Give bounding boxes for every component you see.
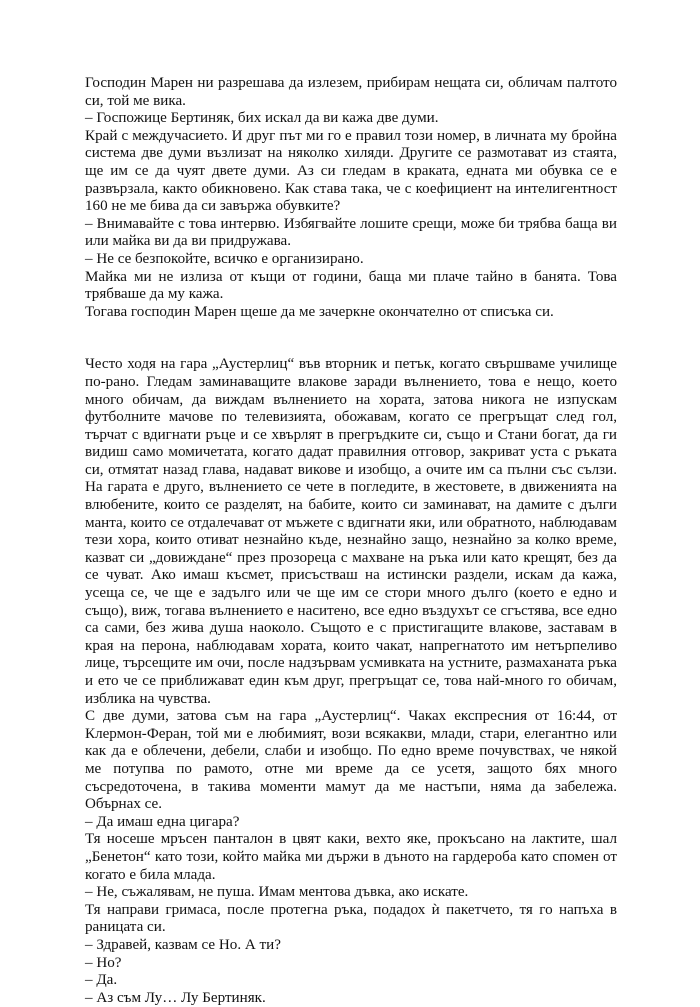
dialogue-line: – Не, съжалявам, не пуша. Имам ментова дъвка, ако искате. [85,884,469,901]
paragraph: Тя направи гримаса, после протегна ръка, подадох ѝ пакетчето, тя го напъха в раницата си. [85,901,617,936]
paragraph: С две думи, затова съм на гара „Аустерлиц“. Чаках експресния от 16:44, от Клермон-Феран, той ми е любимият, вози всякакви, млади, стари, елегантно или как да е облечени, дебели, слаби и изобщо. По едно време почувствах, че някой ме потупва по рамото, отне ми време да се усетя, защото бях много съсредоточена, в такива моменти мамут да ме настъпи, няма да забележа. Обърнах се. [85,708,617,813]
paragraph: Често ходя на гара „Аустерлиц“ във вторник и петък, когато свършваме училище по-рано. Гледам заминаващите влакове заради вълнението, това е нещо, което много обичам, да виждам вълнението на хората, затова никога не изпускам футболните мачове по телевизията, обожавам, когато се прегръщат след гол, търчат с вдигнати ръце и се хвърлят в прегръдките си, също и Стани богат, да ги видиш само момичетата, когато дадат правилния отговор, закриват уста с ръката си, отмятат назад глава, надават викове и изобщо, а очите им са пълни със сълзи. На гарата е друго, вълнението се чете в погледите, в жестовете, в движенията на влюбените, които се разделят, на бабите, които си заминават, на дамите с дълги манта, които се отдалечават от мъжете с вдигнати яки, или обратното, наблюдавам тези хора, които отиват незнайно къде, незнайно защо, незнайно за колко време, казват си „довиждане“ през прозореца с махване на ръка или като крещят, без да се чуват. Ако имаш късмет, присъстваш на истински раздели, искам да кажа, усеща се, че ще е задълго или че ще им се стори много дълго (което е едно и също), виж, тогава вълнението е наситено, все едно въздухът се сгъстява, все едно са сами, без жива душа наоколо. Същото е с пристигащите влакове, заставам в края на перона, наблюдавам хората, които чакат, напрегнатото им нетърпеливо лице, търсещите им очи, после надзървам усмивката на устните, размаханата ръка и ето че се приближават един към друг, прегръщат се, това най-много го обичам, изблика на чувства. [85,356,617,707]
section-break [85,321,617,356]
dialogue-line: – Внимавайте с това интервю. Избягвайте лошите срещи, може би трябва баща ви или майка ви да ви придружава. [85,215,617,250]
dialogue-line: – Не се безпокойте, всичко е организирано. [85,250,364,267]
dialogue-line: – Аз съм Лу… Лу Бертиняк. [85,989,266,1006]
paragraph: Майка ми не излиза от къщи от години, баща ми плаче тайно в банята. Това трябваше да му кажа. [85,268,617,303]
paragraph: Господин Марен ни разрешава да излезем, прибирам нещата си, обличам палтото си, той ме вика. [85,75,617,109]
paragraph: Край с междучасието. И друг път ми го е правил този номер, в личната му бройна система две думи възлизат на няколко хиляди. Другите се размотават из стаята, ще им се да чуят двете думи. Аз си гледам в краката, едната ми обувка се е развързала, както обикновено. Как става така, че с коефициент на интелигентност 160 не ме бива да си завържа обувките? [85,127,617,215]
dialogue-line: – Но? [85,954,122,971]
document-page [85,75,617,1007]
dialogue-line: – Здравей, казвам се Но. А ти? [85,936,281,953]
dialogue-line: – Госпожице Бертиняк, бих искал да ви кажа две думи. [85,110,439,127]
dialogue-line: – Да. [85,972,118,989]
dialogue-line: – Да имаш една цигара? [85,813,240,830]
paragraph: Тя носеше мръсен панталон в цвят каки, вехто яке, прокъсано на лактите, шал „Бенетон“ като този, който майка ми държи в дъното на гардероба като спомен от когато е била млада. [85,831,617,883]
paragraph: Тогава господин Марен щеше да ме зачеркне окончателно от списъка си. [85,303,554,320]
